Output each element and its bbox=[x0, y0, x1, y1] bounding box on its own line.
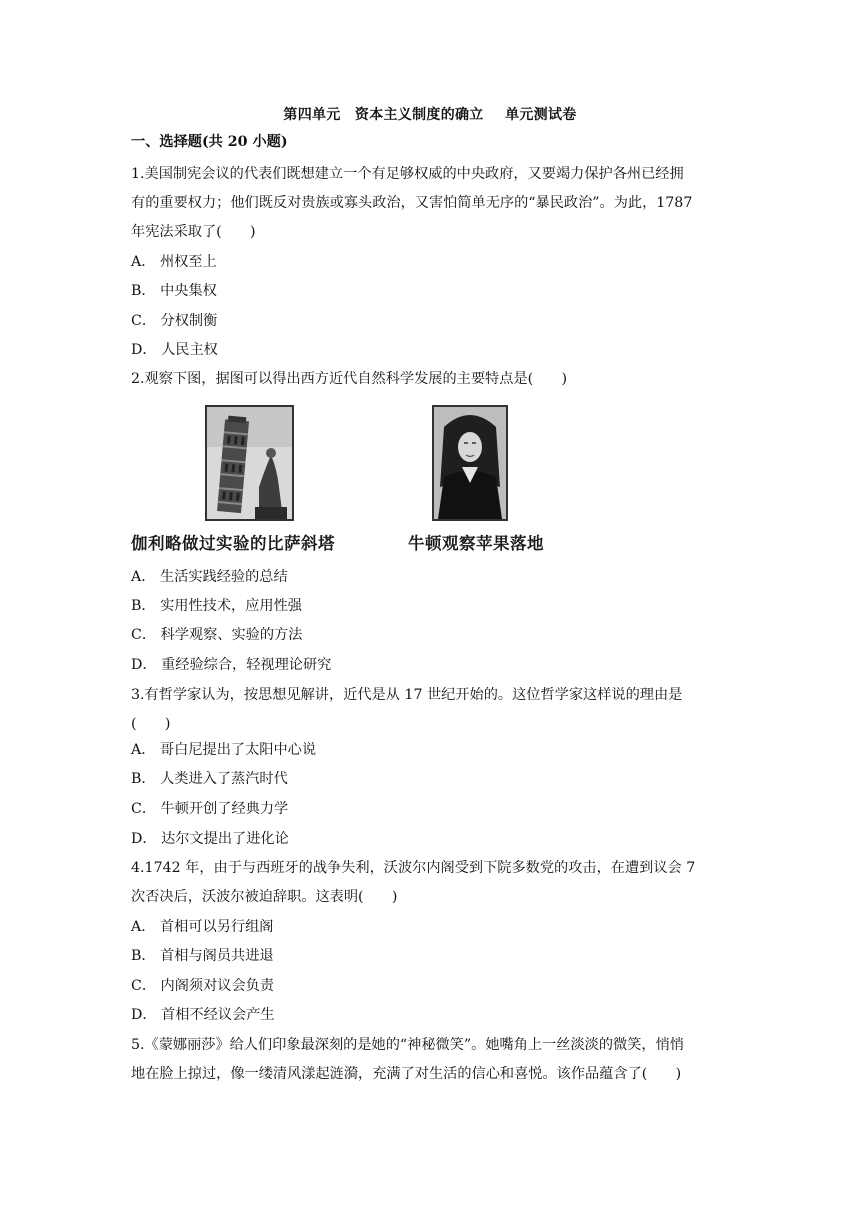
q4-option-c[interactable]: C． 内阁须对议会负责 bbox=[131, 978, 275, 994]
q1-option-a[interactable]: A． 州权至上 bbox=[131, 254, 217, 270]
leaning-tower-image bbox=[205, 405, 294, 521]
section-heading: 一、选择题(共 20 小题) bbox=[131, 134, 288, 150]
figure-caption-pisa: 伽利略做过实验的比萨斜塔 bbox=[131, 534, 335, 553]
q3-option-b[interactable]: B． 人类进入了蒸汽时代 bbox=[131, 771, 288, 787]
q1-option-c[interactable]: C． 分权制衡 bbox=[131, 313, 218, 329]
q1-option-d[interactable]: D． 人民主权 bbox=[131, 342, 218, 358]
q3-stem-line-1: 3.有哲学家认为，按思想见解讲，近代是从 17 世纪开始的。这位哲学家这样说的理由是 bbox=[131, 687, 683, 703]
q1-stem-line-3: 年宪法采取了( ) bbox=[131, 224, 256, 240]
q2-option-d[interactable]: D． 重经验综合，轻视理论研究 bbox=[131, 657, 332, 673]
q3-option-d[interactable]: D． 达尔文提出了进化论 bbox=[131, 831, 289, 847]
q5-stem-line-1: 5.《蒙娜丽莎》给人们印象最深刻的是她的“神秘微笑”。她嘴角上一丝淡淡的微笑，悄悄 bbox=[131, 1037, 684, 1053]
q3-option-a[interactable]: A． 哥白尼提出了太阳中心说 bbox=[131, 742, 317, 758]
q2-option-b[interactable]: B． 实用性技术，应用性强 bbox=[131, 598, 302, 614]
q4-stem-line-1: 4.1742 年，由于与西班牙的战争失利，沃波尔内阁受到下院多数党的攻击，在遭到议会 7 bbox=[131, 860, 696, 876]
q2-option-c[interactable]: C． 科学观察、实验的方法 bbox=[131, 627, 303, 643]
q3-option-c[interactable]: C． 牛顿开创了经典力学 bbox=[131, 801, 289, 817]
q1-option-b[interactable]: B． 中央集权 bbox=[131, 283, 217, 299]
q1-stem-line-2: 有的重要权力；他们既反对贵族或寡头政治，又害怕简单无序的“暴民政治”。为此，1787 bbox=[131, 195, 693, 211]
q1-stem-line-1: 1.美国制宪会议的代表们既想建立一个有足够权威的中央政府，又要竭力保护各州已经拥 bbox=[131, 166, 684, 182]
q5-stem-line-2: 地在脸上掠过，像一缕清风漾起涟漪，充满了对生活的信心和喜悦。该作品蕴含了( ) bbox=[131, 1066, 682, 1082]
q2-stem-line-1: 2.观察下图，据图可以得出西方近代自然科学发展的主要特点是( ) bbox=[131, 371, 568, 387]
q4-option-a[interactable]: A． 首相可以另行组阁 bbox=[131, 919, 274, 935]
newton-portrait-image bbox=[432, 405, 508, 521]
q2-option-a[interactable]: A． 生活实践经验的总结 bbox=[131, 569, 288, 585]
q4-option-b[interactable]: B． 首相与阁员共进退 bbox=[131, 948, 274, 964]
q4-stem-line-2: 次否决后，沃波尔被迫辞职。这表明( ) bbox=[131, 889, 398, 905]
q4-option-d[interactable]: D． 首相不经议会产生 bbox=[131, 1007, 275, 1023]
q3-stem-line-2: ( ) bbox=[131, 716, 171, 732]
figure-caption-newton: 牛顿观察苹果落地 bbox=[408, 534, 544, 553]
page-title: 第四单元 资本主义制度的确立 单元测试卷 bbox=[283, 107, 577, 123]
